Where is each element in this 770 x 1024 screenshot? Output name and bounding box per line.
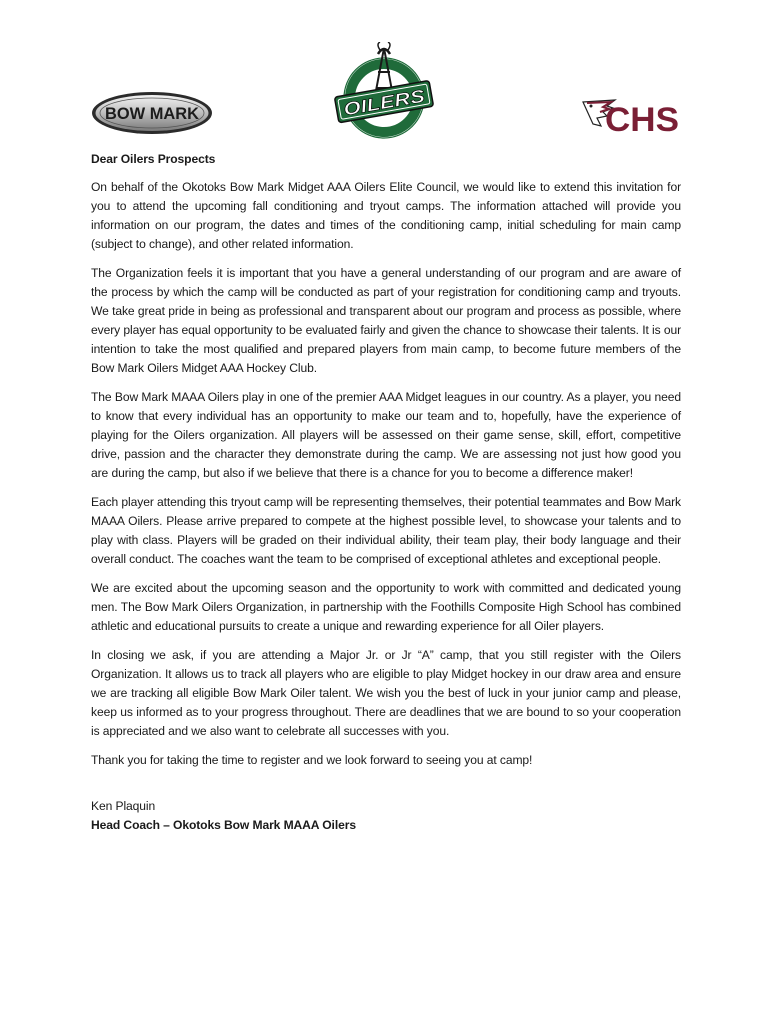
paragraph-partnership: We are excited about the upcoming season and the opportunity to work with committed and dedicated young men. The Bow Mark Oilers Organization, in partnership with the Foothills Composite High School has combined athletic and educational pursuits to create a unique and rewarding experience for all Oiler players. — [91, 581, 681, 633]
paragraph-representation: Each player attending this tryout camp will be representing themselves, their potential teammates and Bow Mark MAAA Oilers. Please arrive prepared to compete at the highest possible level, to showcase your talents and to play with class. Players will be graded on their individual ability, their team play, their body language and their overall conduct. The coaches want the team to be comprised of exceptional athletes and exceptional people. — [91, 495, 681, 566]
signer-title: Head Coach – Okotoks Bow Mark MAAA Oilers — [91, 818, 356, 832]
chs-logo — [581, 96, 681, 136]
paragraph-introduction: On behalf of the Okotoks Bow Mark Midget AAA Oilers Elite Council, we would like to extend this invitation for you to attend the upcoming fall conditioning and tryout camps. The information attached will provide you information on our program, the dates and times of the conditioning camp, initial scheduling for main camp (subject to change), and other related information. — [91, 180, 681, 251]
letter-body — [91, 150, 681, 835]
paragraph-process: The Organization feels it is important that you have a general understanding of our program and are aware of the process by which the camp will be conducted as part of your registration for conditioning camp and tryouts. We take great pride in being as professional and transparent about our program and process as possible, where every player has equal opportunity to be evaluated fairly and given the chance to showcase their talents. It is our intention to take the most qualified and prepared players from main camp, to become future members of the Bow Mark Oilers Midget AAA Hockey Club. — [91, 266, 681, 375]
salutation: Dear Oilers Prospects — [91, 152, 216, 166]
signature-block — [91, 797, 681, 835]
logo-header — [0, 0, 770, 145]
bow-mark-logo — [90, 90, 214, 136]
oilers-logo — [330, 42, 434, 142]
chs-logo-text: CHS — [605, 101, 679, 136]
paragraph-thanks: Thank you for taking the time to register and we look forward to seeing you at camp! — [91, 753, 533, 767]
paragraph-closing: In closing we ask, if you are attending a Major Jr. or Jr “A” camp, that you still register with the Oilers Organization. It allows us to track all players who are eligible to play Midget hockey in our draw area and ensure we are tracking all eligible Bow Mark Oiler talent. We wish you the best of luck in your junior camp and please, keep us informed as to your progress throughout. There are deadlines that we are bound to so your cooperation is appreciated and we also want to celebrate all successes with you. — [91, 648, 681, 738]
oilers-logo-text: OILERS — [342, 88, 412, 120]
bow-mark-logo-text: BOW MARK — [105, 104, 200, 123]
signer-name: Ken Plaquin — [91, 799, 156, 813]
paragraph-assessment: The Bow Mark MAAA Oilers play in one of the premier AAA Midget leagues in our country. As a player, you need to know that every individual has an opportunity to make our team and to, hopefully, have the experience of playing for the Oilers organization. All players will be assessed on their game sense, skill, effort, competitive drive, passion and the character they demonstrate during the camp. We are assessing not just how good you are during the camp, but also if we believe that there is a chance for you to become a difference maker! — [91, 390, 681, 480]
